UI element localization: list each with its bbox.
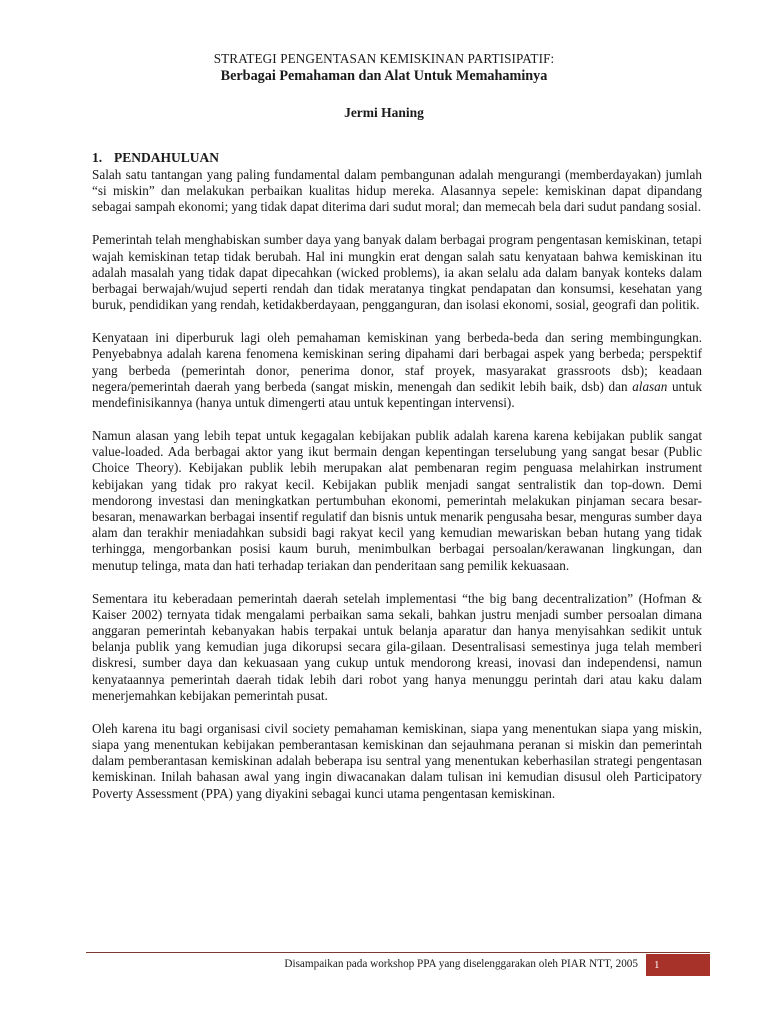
paragraph: Oleh karena itu bagi organisasi civil society pemahaman kemiskinan, siapa yang menentukan siapa yang miskin, siapa yang menentukan kebijakan pemberantasan kemiskinan dan sejauhmana peranan si miskin dan pemerintah dalam pemberantasan kemiskinan adalah beberapa isu sentral yang menentukan keberhasilan strategi pengentasan kemiskinan. Inilah bahasan awal yang ingin diwacanakan dalam tulisan ini kemudian disusul oleh Participatory Poverty Assessment (PPA) yang diyakini sebagai kunci utama pengentasan kemiskinan.: [92, 720, 702, 801]
paragraph: [92, 330, 702, 411]
author-name: Jermi Haning: [344, 105, 424, 120]
section-number: 1.: [92, 150, 103, 165]
page-number-badge: [646, 954, 710, 976]
paragraph-text: untuk mendefinisikannya (hanya untuk dimengerti atau untuk kepentingan intervensi).: [92, 378, 702, 411]
paragraph: Pemerintah telah menghabiskan sumber daya yang banyak dalam berbagai program pengentasan kemiskinan, tetapi wajah kemiskinan tetap tidak berubah. Hal ini mungkin erat dengan salah satu kenyataan bahwa kemiskinan itu adalah masalah yang tidak dapat dipecahkan (wicked problems), ia akan selalu ada dalam banyak konteks dalam berbagai berwajah/wujud seperti rendah dan tidak meratanya tingkat pendapatan dan konsumsi, kesehatan yang buruk, pendidikan yang rendah, ketidakberdayaan, pengganguran, dan isolasi ekonomi, sosial, geografi dan politik.: [92, 232, 702, 313]
paragraph-text: Kenyataan ini diperburuk lagi oleh pemahaman kemiskinan yang berbeda-beda dan sering membingungkan. Penyebabnya adalah karena fenomena kemiskinan sering dipahami dari berbagai aspek yang berbeda; perspektif yang berbeda (pemerintah donor, penerima donor, staf proyek, masyarakat grassroots dsb); keadaan negera/pemerintah daerah yang berbeda (sangat miskin, menengah dan sedikit lebih baik, dsb) dan: [92, 330, 702, 394]
footer-divider: [86, 952, 710, 953]
title-block: [0, 51, 768, 85]
body-text: [92, 167, 702, 819]
page-number: 1: [654, 959, 660, 971]
paragraph: Salah satu tantangan yang paling fundamental dalam pembangunan adalah mengurangi (memberdayakan) jumlah “si miskin” dan melakukan perbaikan kualitas hidup mereka. Alasannya sepele: kemiskinan dapat dipandang sebagai sampah ekonomi; yang tidak dapat diterima dari sudut moral; dan memecah bela dari sudut pandang sosial.: [92, 167, 702, 215]
document-title: STRATEGI PENGENTASAN KEMISKINAN PARTISIPATIF:: [213, 51, 555, 66]
section-heading: [92, 150, 219, 166]
paragraph: Namun alasan yang lebih tepat untuk kegagalan kebijakan publik adalah karena karena kebijakan publik sangat value-loaded. Ada berbagai aktor yang ikut bermain dengan kepentingan terselubung yang sangat besar (Public Choice Theory). Kebijakan publik lebih merupakan alat pembenaran regim penguasa melahirkan instrument kebijakan yang tidak pro rakyat kecil. Kebijakan publik menjadi sangat sentralistik dan top-down. Demi mendorong investasi dan meningkatkan pertumbuhan ekonomi, pemerintah melakukan pinjaman secara besar-besaran, menawarkan berbagai insentif regulatif dan bisnis untuk menarik pengusaha besar, menguras sumber daya alam dan terakhir meniadahkan subsidi bagi rakyat kecil yang kemudian mewariskan beban hutang yang tidak terhingga, mengorbankan posisi kaum buruh, menimbulkan berbagai persoalan/kerawanan lingkungan, dan menutup telinga, mata dan hati terhadap teriakan dan penderitaan sang pemilik kekuasaan.: [92, 428, 702, 573]
document-subtitle: Berbagai Pemahaman dan Alat Untuk Memahaminya: [220, 68, 548, 84]
paragraph: Sementara itu keberadaan pemerintah daerah setelah implementasi “the big bang decentralization” (Hofman & Kaiser 2002) ternyata tidak mengalami perbaikan sama sekali, bahkan justru menjadi sumber persoalan dimana anggaran pemerintah kebanyakan habis terpakai untuk belanja aparatur dan hanya menyisahkan sedikit untuk belanja publik yang kemudian juga dikorupsi secara gila-gilaan. Desentralisasi semestinya juga telah memberi diskresi, sumber daya dan kekuasaan yang cukup untuk mendorong kreasi, inovasi dan independensi, namun kenyataannya pemerintah daerah tidak lebih dari robot yang hanya menunggu perintah dari atau kaku dalam menerjemahkan kebijakan pemerintah pusat.: [92, 590, 702, 703]
section-title: PENDAHULUAN: [114, 150, 220, 165]
footer-note: Disampaikan pada workshop PPA yang diselenggarakan oleh PIAR NTT, 2005: [284, 958, 638, 970]
italic-word: alasan: [632, 378, 668, 394]
